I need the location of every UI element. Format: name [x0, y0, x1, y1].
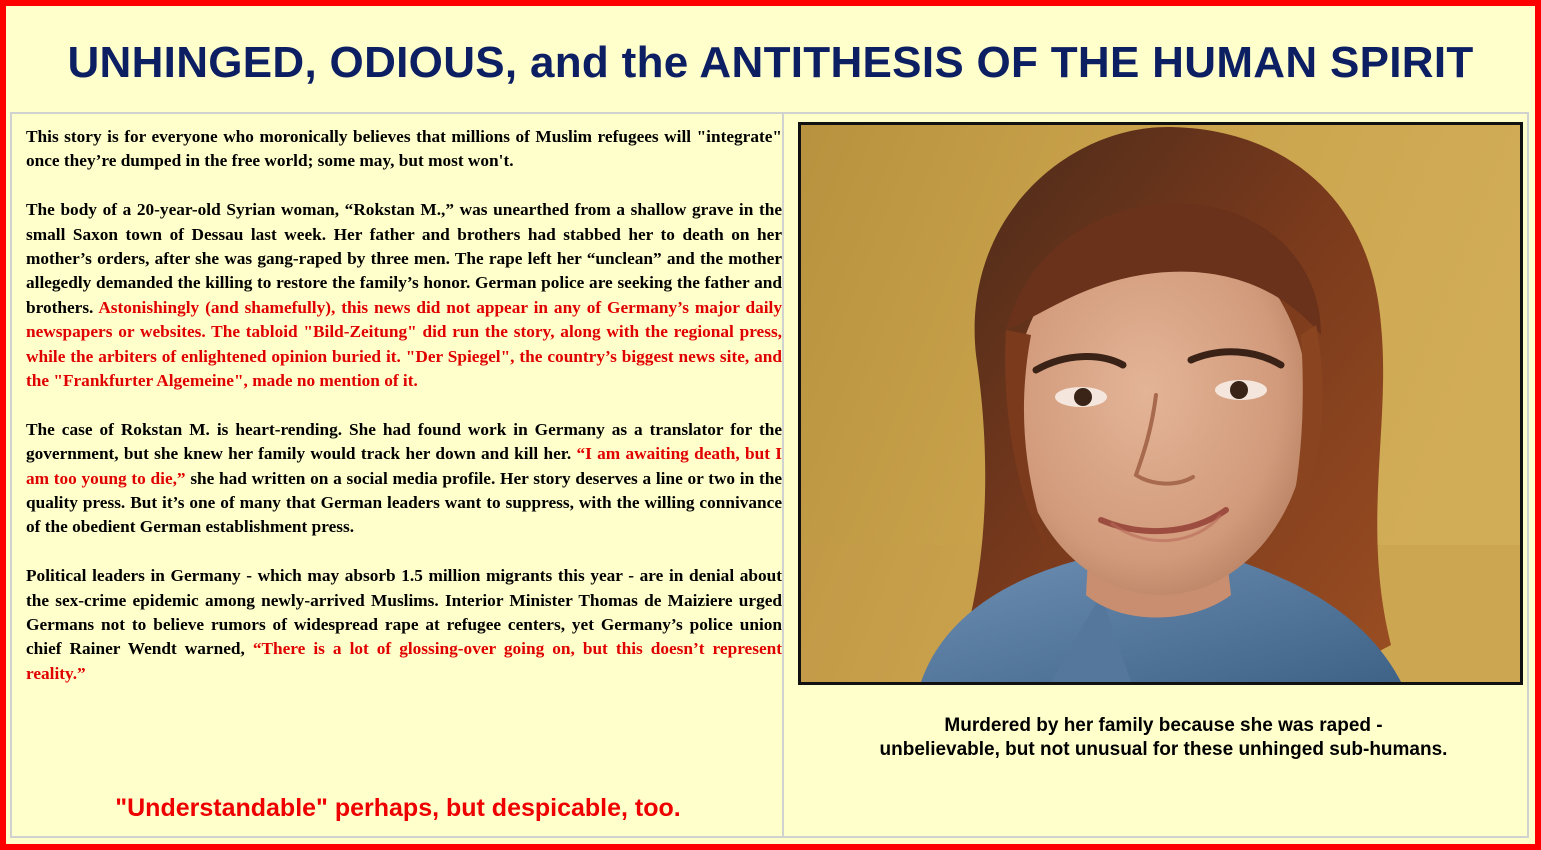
- article-paragraph-3: [26, 418, 782, 540]
- caption-line-2: unbelievable, but not unusual for these unhinged sub-humans.: [879, 739, 1448, 760]
- portrait-photo: [798, 122, 1523, 685]
- article-paragraph-2: [26, 198, 782, 393]
- tagline: "Understandable" perhaps, but despicable, too.: [115, 794, 681, 822]
- page-title: UNHINGED, ODIOUS, and the ANTITHESIS OF THE HUMAN SPIRIT: [67, 38, 1474, 87]
- article-paragraph-4: [26, 564, 782, 686]
- highlighted-text: Astonishingly (and shamefully), this news did not appear in any of Germany’s major daily newspapers or websites. The tabloid "Bild-Zeitung" did run the story, along with the regional press, while the arbiters of enlightened opinion buried it. "Der Spiegel", the country’s biggest news site, and the "Frankfurter Algemeine", made no mention of it.: [26, 297, 782, 391]
- paragraph-text: The case of Rokstan M. is heart-rending. She had found work in Germany as a translator for the government, but she knew her family would track her down and kill her.: [26, 419, 782, 464]
- paragraph-text: The body of a 20-year-old Syrian woman, “Rokstan M.,” was unearthed from a shallow grave in the small Saxon town of Dessau last week. Her father and brothers had stabbed her to death on her mother’s orders, after she was gang-raped by three men. The rape left her “unclean” and the mother allegedly demanded the killing to restore the family’s honor. German police are seeking the father and brothers.: [26, 200, 782, 317]
- article-column: [12, 114, 784, 836]
- caption-line-1: Murdered by her family because she was raped -: [944, 715, 1383, 736]
- photo-caption: [796, 714, 1531, 762]
- paragraph-text: she had written on a social media profile. Her story deserves a line or two in the quality press. But it’s one of many that German leaders want to suppress, with the willing connivance of the obedient German establishment press.: [26, 468, 782, 537]
- paragraph-text: This story is for everyone who moronically believes that millions of Muslim refugees will "integrate" once they’re dumped in the free world; some may, but most won't.: [26, 127, 782, 171]
- quote-text: “I am awaiting death, but I am too young to die,”: [26, 444, 782, 488]
- article-body: [26, 125, 782, 711]
- quote-text: “There is a lot of glossing-over going on, but this doesn’t represent reality.”: [26, 639, 782, 683]
- article-paragraph-1: [26, 125, 782, 174]
- portrait-image: [801, 125, 1520, 682]
- paragraph-text: Political leaders in Germany - which may absorb 1.5 million migrants this year - are in denial about the sex-crime epidemic among newly-arrived Muslims. Interior Minister Thomas de Maiziere urged Germans not to believe rumors of widespread rape at refugee centers, yet Germany’s police union chief Rainer Wendt warned,: [26, 566, 782, 659]
- content-panel: [10, 112, 1529, 838]
